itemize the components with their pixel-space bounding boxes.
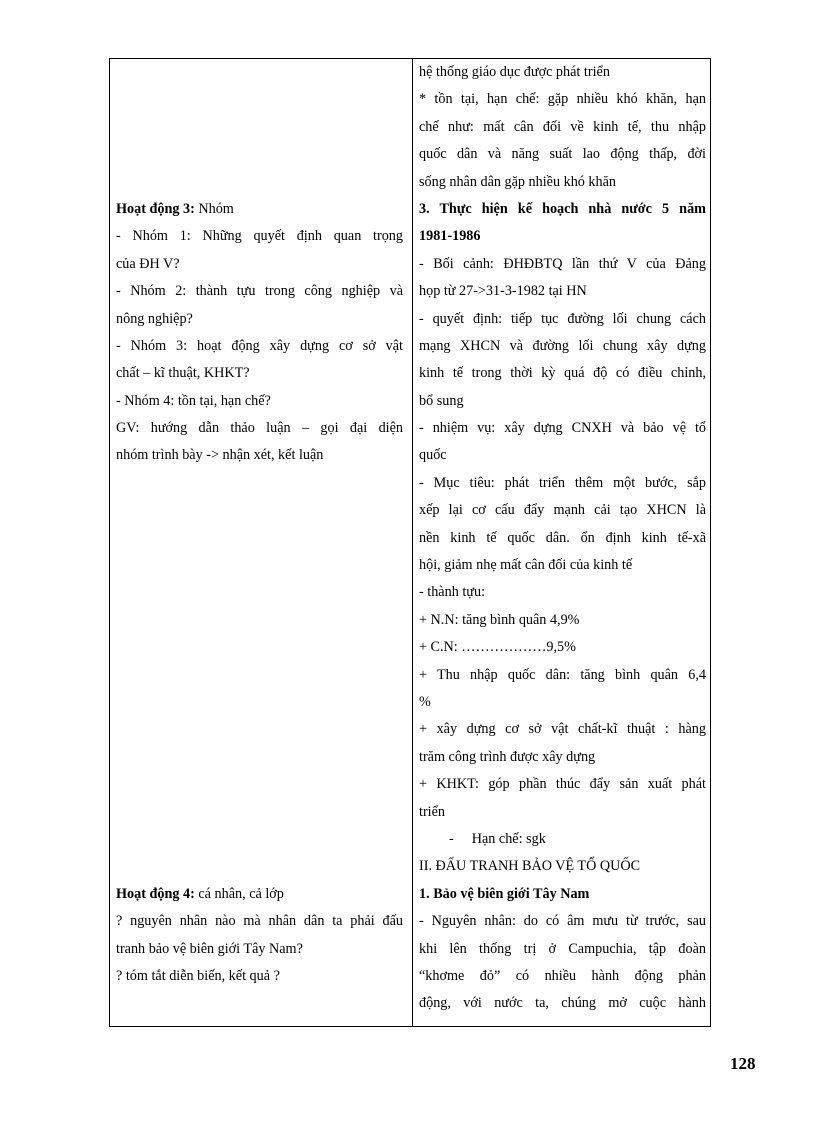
content-line: + C.N: ………………9,5% bbox=[419, 639, 576, 656]
column-divider bbox=[412, 59, 413, 1026]
activity-line: tranh bảo vệ biên giới Tây Nam? bbox=[116, 940, 303, 957]
content-column bbox=[419, 59, 706, 1018]
activity-line: - Nhóm 4: tồn tại, hạn chế? bbox=[116, 392, 271, 409]
content-line: trăm công trình được xây dựng bbox=[419, 748, 596, 765]
activity-line: chất – kĩ thuật, KHKT? bbox=[116, 365, 250, 382]
content-line: mạng XHCN và đường lối chung xây dựng bbox=[419, 337, 706, 354]
content-line: nền kinh tế quốc dân. ổn định kinh tế-xã bbox=[419, 529, 706, 546]
content-line: kinh tế trong thời kỳ quá độ có điều chỉnh, bbox=[419, 365, 706, 382]
content-line: sống nhân dân gặp nhiều khó khăn bbox=[419, 173, 617, 190]
activity-line: - Nhóm 2: thành tựu trong công nghiệp và bbox=[116, 283, 403, 300]
content-line: hội, giảm nhẹ mất cân đối của kinh tế bbox=[419, 557, 633, 574]
page-number: 128 bbox=[730, 1054, 756, 1073]
lesson-table bbox=[109, 58, 711, 1027]
content-line: - Bối cảnh: ĐHĐBTQ lần thứ V của Đảng bbox=[419, 255, 706, 272]
activities-column bbox=[116, 59, 403, 990]
content-line: triển bbox=[419, 803, 445, 820]
content-line: - nhiệm vụ: xây dựng CNXH và bảo vệ tổ bbox=[419, 420, 706, 437]
content-line: - Mục tiêu: phát triển thêm một bước, sắp bbox=[419, 474, 706, 491]
activity-4-heading: Hoạt động 4: cá nhân, cả lớp bbox=[116, 885, 284, 902]
content-line: - Nguyên nhân: do có âm mưu từ trước, sau bbox=[419, 913, 706, 930]
activity-3-heading: Hoạt động 3: Nhóm bbox=[116, 200, 234, 217]
content-line: xếp lại cơ cấu đẩy mạnh cải tạo XHCN là bbox=[419, 502, 706, 519]
content-line: động, với nước ta, chúng mở cuộc hành bbox=[419, 995, 706, 1012]
content-line: + KHKT: góp phần thúc đẩy sản xuất phát bbox=[419, 776, 706, 793]
content-line: - quyết định: tiếp tục đường lối chung cách bbox=[419, 310, 706, 327]
activity-line: - Nhóm 3: hoạt động xây dựng cơ sở vật bbox=[116, 337, 403, 354]
activity-line: GV: hướng dẫn thảo luận – gọi đại diện bbox=[116, 420, 403, 437]
section-2-subheading: 1. Bảo vệ biên giới Tây Nam bbox=[419, 885, 590, 902]
content-line: - thành tựu: bbox=[419, 584, 486, 601]
content-line: khi lên thống trị ở Campuchia, tập đoàn bbox=[419, 940, 706, 957]
limitations-item: - Hạn chế: sgk bbox=[449, 830, 546, 847]
content-line: hệ thống giáo dục được phát triển bbox=[419, 64, 610, 80]
content-line: “khơme đỏ” có nhiều hành động phản bbox=[419, 967, 706, 984]
content-line: % bbox=[419, 693, 431, 710]
content-line: + N.N: tăng bình quân 4,9% bbox=[419, 611, 580, 628]
content-line: + xây dựng cơ sở vật chất-kĩ thuật : hàng bbox=[419, 721, 706, 738]
section-3-title: 3. Thực hiện kế hoạch nhà nước 5 năm bbox=[419, 200, 706, 217]
activity-line: ? nguyên nhân nào mà nhân dân ta phải đấu bbox=[116, 913, 403, 930]
content-line: * tồn tại, hạn chế: gặp nhiều khó khăn, hạn bbox=[419, 91, 706, 108]
section-3-title-years: 1981-1986 bbox=[419, 228, 481, 245]
activity-line: nhóm trình bày -> nhận xét, kết luận bbox=[116, 447, 324, 464]
content-line: chế như: mất cân đối về kinh tế, thu nhập bbox=[419, 118, 706, 135]
content-line: họp từ 27->31-3-1982 tại HN bbox=[419, 283, 587, 300]
activity-line: nông nghiệp? bbox=[116, 310, 193, 327]
activity-line: của ĐH V? bbox=[116, 255, 180, 272]
content-line: bổ sung bbox=[419, 392, 464, 409]
content-line: quốc bbox=[419, 447, 447, 464]
activity-line: ? tóm tắt diễn biến, kết quả ? bbox=[116, 967, 280, 984]
section-2-heading: II. ĐẤU TRANH BẢO VỆ TỔ QUỐC bbox=[419, 858, 641, 875]
content-line: quốc dân và năng suất lao động thấp, đời bbox=[419, 146, 706, 163]
activity-line: - Nhóm 1: Những quyết định quan trọng bbox=[116, 228, 403, 245]
content-line: + Thu nhập quốc dân: tăng bình quân 6,4 bbox=[419, 666, 706, 683]
